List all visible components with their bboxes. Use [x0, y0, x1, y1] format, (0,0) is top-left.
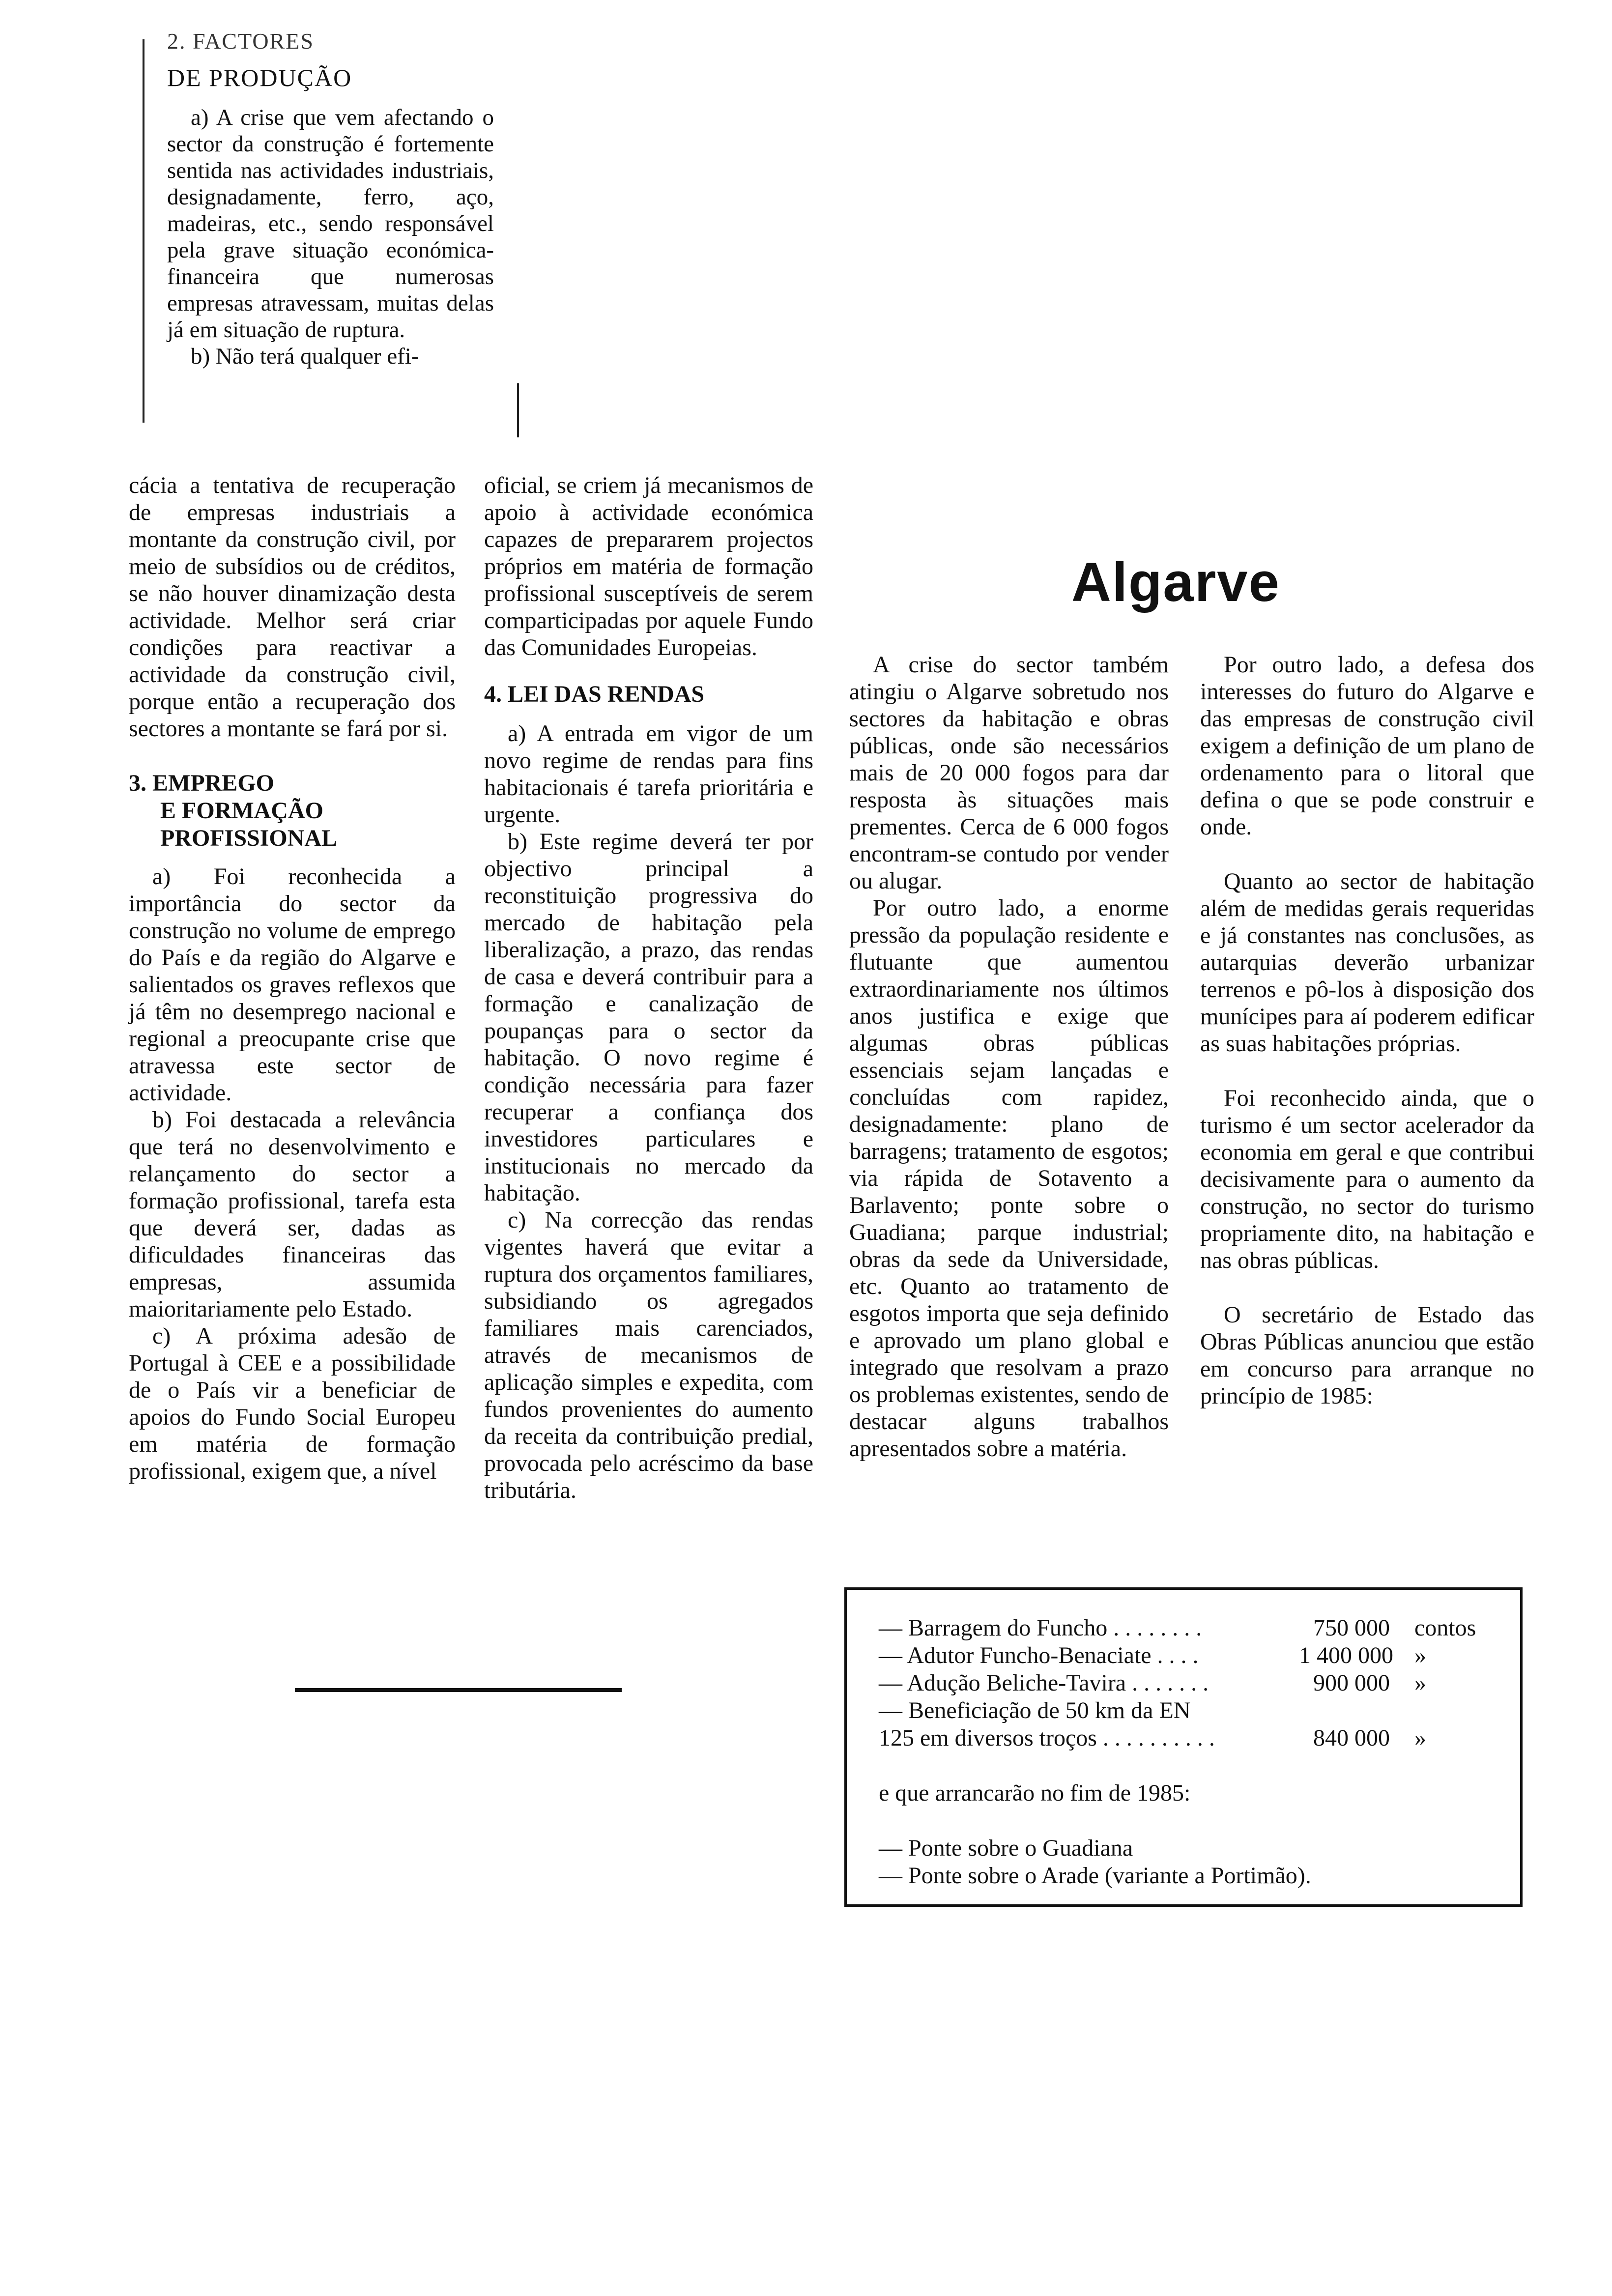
column-2-continuation: oficial, se criem já mecanismos de apoio à actividade económica capazes de prepararem projectos próprios em matéria de formação profissional susceptíveis de serem comparticipadas por aquele Fundo das Comunidades Europeias.	[484, 472, 813, 660]
list-item	[879, 1697, 1513, 1724]
item-value: 840 000	[1313, 1725, 1390, 1751]
section-3-para-a: a) Foi reconhecida a importância do sector da construção no volume de emprego do País e da região do Algarve e salientados os graves reflexos que já têm no desemprego nacional e regional a preocupante crise que atravessa este sector de actividade.	[129, 863, 456, 1106]
section-4-para-c: c) Na correcção das rendas vigentes haverá que evitar a ruptura dos orçamentos familiares, subsidiando os agregados familiares mais carenciados, através de mecanismos de aplicação simples e expedita, com fundos provenientes do aumento da receita da contribuição predial, provocada pelo acréscimo da base tributária.	[484, 1207, 813, 1503]
list-item	[879, 1724, 1513, 1752]
column-1	[129, 472, 456, 1485]
box-subheading-text: e que arrancarão no fim de 1985:	[879, 1780, 1191, 1806]
section-2-para-a: a) A crise que vem afectando o sector da construção é fortemente sentida nas actividades industriais, designadamente, ferro, aço, madeiras, etc., sendo responsável pela grave situação económica-financeira que numerosas empresas atravessam, muitas delas já em situação de ruptura.	[167, 105, 494, 343]
section-3-heading-line3: PROFISSIONAL	[160, 825, 338, 851]
item-value: 900 000	[1313, 1670, 1390, 1696]
item-label: — Barragem do Funcho . . . . . . . .	[879, 1615, 1202, 1641]
item-label: — Beneficiação de 50 km da EN	[879, 1697, 1191, 1723]
section-4-para-b: b) Este regime deverá ter por objectivo principal a reconstituição progressiva do mercado de habitação pela liberalização, a prazo, das rendas de casa e deverá contribuir para a formação e canalização de poupanças para o sector da habitação. O novo regime é condição necessária para fazer recuperar a confiança dos investidores particulares e institucionais no mercado da habitação.	[484, 829, 813, 1206]
section-3-para-c: c) A próxima adesão de Portugal à CEE e a possibilidade de o País vir a beneficiar de apoios do Fundo Social Europeu em matéria de formação profissional, exigem que, a nível	[129, 1323, 456, 1484]
algarve-para-4: Quanto ao sector de habitação além de medidas gerais requeridas e já constantes nas conclusões, as autarquias deverão urbanizar terrenos e pô-los à disposição dos munícipes para aí poderem edificar as suas habitações próprias.	[1200, 868, 1534, 1057]
list-item	[879, 1835, 1513, 1862]
section-4-para-a: a) A entrada em vigor de um novo regime de rendas para fins habitacionais é tarefa prioritária e urgente.	[484, 720, 813, 828]
column-4	[1200, 651, 1534, 1409]
box-subheading	[879, 1779, 1513, 1807]
bottom-rule	[295, 1688, 622, 1692]
item-label: 125 em diversos troços . . . . . . . . . .	[879, 1725, 1215, 1751]
item-label: — Adutor Funcho-Benaciate . . . .	[879, 1642, 1199, 1668]
list-item	[879, 1614, 1513, 1642]
item-value: 750 000	[1313, 1615, 1390, 1641]
section-2-heading-line2: DE PRODUÇÃO	[167, 64, 352, 91]
section-3-heading-line1: 3. EMPREGO	[129, 770, 274, 796]
item-label: — Adução Beliche-Tavira . . . . . . .	[879, 1670, 1209, 1696]
item-unit: »	[1414, 1725, 1426, 1751]
section-2-heading-line1: 2. FACTORES	[167, 29, 314, 54]
list-item	[879, 1669, 1513, 1697]
algarve-title: Algarve	[1071, 551, 1280, 613]
column-3	[849, 651, 1169, 1462]
algarve-para-1: A crise do sector também atingiu o Algarve sobretudo nos sectores da habitação e obras públicas, onde são necessários mais de 20 000 fogos para dar resposta às situações mais prementes. Cerca de 6 000 fogos encontram-se contudo por vender ou alugar.	[849, 652, 1169, 894]
section-2-para-b-continued: cácia a tentativa de recuperação de empresas industriais a montante da construção civil, por meio de subsídios ou de créditos, se não houver dinamização desta actividade. Melhor será criar condições para reactivar a actividade da construção civil, porque então a recuperação dos sectores a montante se fará por si.	[129, 472, 456, 742]
section-2-para-b-start: b) Não terá qualquer efi-	[191, 344, 419, 369]
public-works-list	[879, 1614, 1513, 1890]
list-item	[879, 1642, 1513, 1669]
algarve-para-6: O secretário de Estado das Obras Públicas anunciou que estão em concurso para arranque no princípio de 1985:	[1200, 1302, 1534, 1409]
right-margin-mark	[517, 383, 519, 437]
left-margin-mark	[143, 39, 144, 423]
algarve-para-5: Foi reconhecido ainda, que o turismo é um sector acelerador da economia em geral e que contribui decisivamente para o aumento da construção, no sector do turismo propriamente dito, na habitação e nas obras públicas.	[1200, 1085, 1534, 1273]
item-value: 1 400 000	[1299, 1642, 1393, 1668]
section-3-heading-line2: E FORMAÇÃO	[160, 798, 323, 824]
item-unit: contos	[1414, 1615, 1476, 1641]
section-4-heading: 4. LEI DAS RENDAS	[484, 681, 705, 707]
item-label: — Ponte sobre o Arade (variante a Portimão).	[879, 1863, 1311, 1889]
item-label: — Ponte sobre o Guadiana	[879, 1835, 1133, 1861]
list-item	[879, 1862, 1513, 1890]
item-unit: »	[1414, 1642, 1426, 1668]
section-3-para-b: b) Foi destacada a relevância que terá no desenvolvimento e relançamento do sector a formação profissional, tarefa esta que deverá ser, dadas as dificuldades financeiras das empresas, assumida maioritariamente pelo Estado.	[129, 1107, 456, 1322]
column-2	[484, 472, 813, 1504]
section-3-heading	[129, 770, 456, 852]
algarve-para-3: Por outro lado, a defesa dos interesses do futuro do Algarve e das empresas de construção civil exigem a definição de um plano de ordenamento para o litoral que defina o que se pode construir e onde.	[1200, 652, 1534, 840]
section-2-top-column	[167, 104, 494, 370]
algarve-para-2: Por outro lado, a enorme pressão da população residente e flutuante que aumentou extraordinariamente nos últimos anos justifica e exige que algumas obras públicas essenciais sejam lançadas e concluídas com rapidez, designadamente: plano de barragens; tratamento de esgotos; via rápida de Sotavento a Barlavento; ponte sobre o Guadiana; parque industrial; obras da sede da Universidade, etc. Quanto ao tratamento de esgotos importa que seja definido e aprovado um plano global e integrado que resolvam a prazo os problemas existentes, sendo de destacar alguns trabalhos apresentados sobre a matéria.	[849, 895, 1169, 1462]
item-unit: »	[1414, 1670, 1426, 1696]
